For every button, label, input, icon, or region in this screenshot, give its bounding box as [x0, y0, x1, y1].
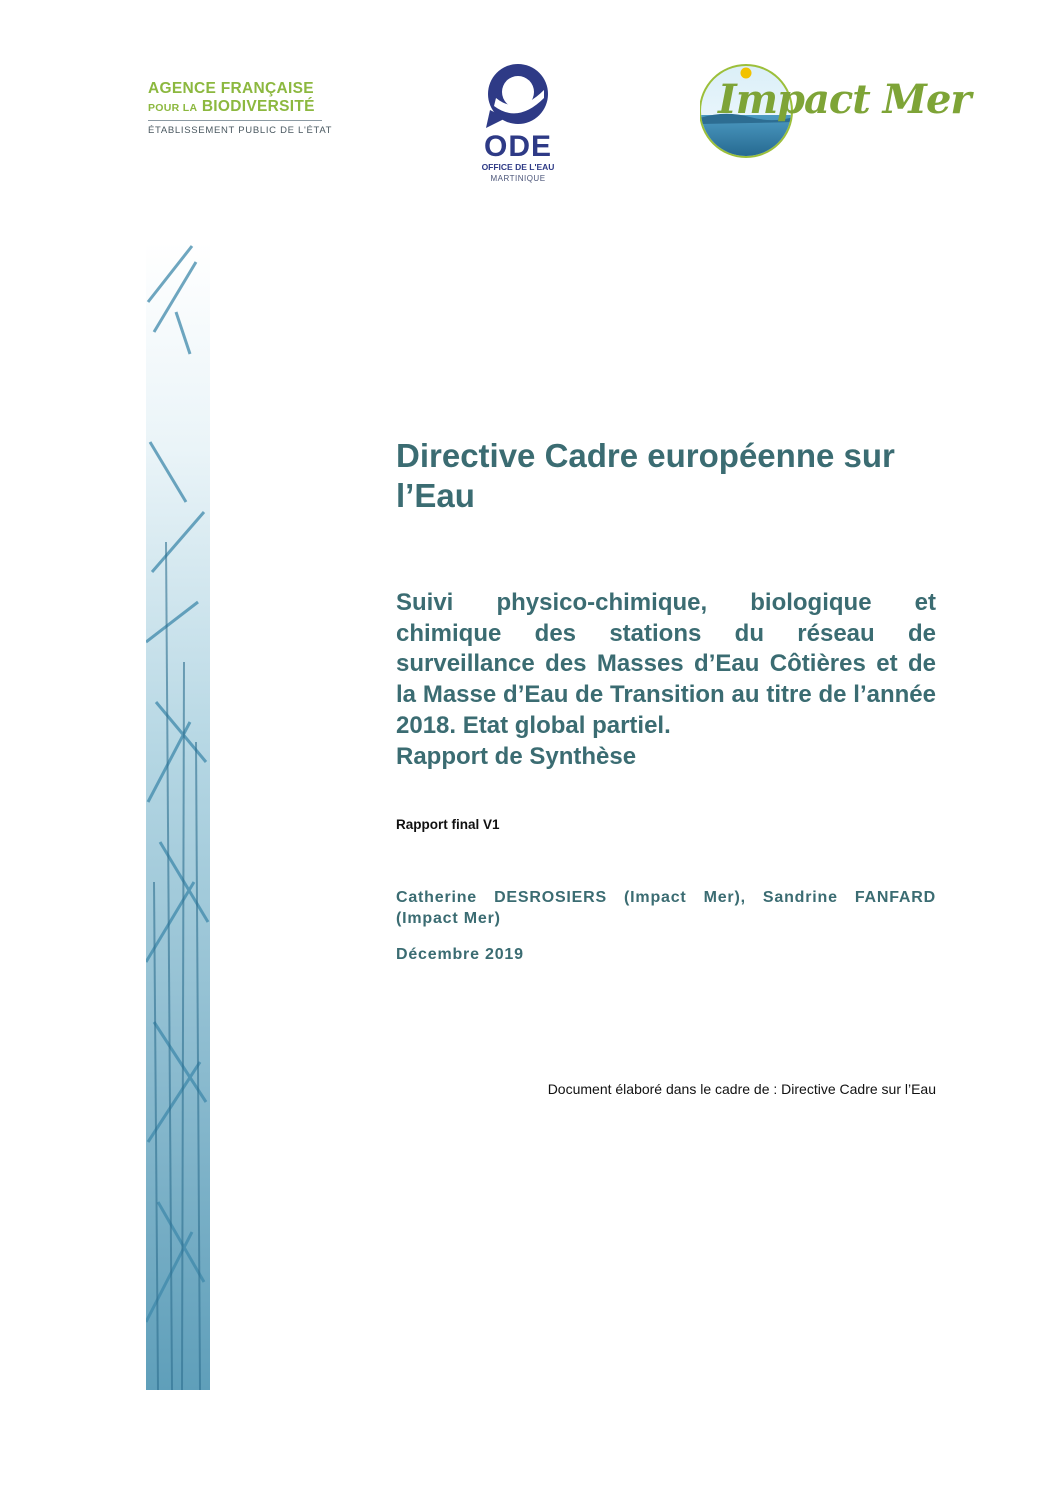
afb-logo-line2 [148, 98, 324, 117]
impact-mer-logo-text: Impact Mer [718, 76, 971, 123]
document-authors: Catherine DESROSIERS (Impact Mer), Sandrine FANFARD (Impact Mer) [396, 889, 936, 927]
document-subtitle-synthesis: Rapport de Synthèse [396, 743, 637, 770]
ode-logo [468, 62, 568, 184]
afb-logo-pour-la: POUR LA [148, 102, 198, 114]
report-version: Rapport final V1 [396, 817, 500, 832]
document-date: Décembre 2019 [396, 946, 524, 963]
ode-logo-word: ODE [483, 130, 552, 163]
afb-logo-biodiversite: BIODIVERSITÉ [201, 98, 315, 115]
afb-logo-line1: AGENCE FRANÇAISE [148, 80, 314, 97]
document-title: Directive Cadre européenne sur l’Eau [396, 437, 895, 514]
ode-speech-bubble-icon [484, 62, 552, 130]
afb-logo-line3: ÉTABLISSEMENT PUBLIC DE L'ÉTAT [148, 125, 333, 136]
decorative-grass-image [146, 242, 210, 1390]
afb-logo [148, 80, 333, 136]
impact-mer-logo [700, 60, 971, 162]
afb-logo-divider [148, 120, 322, 121]
document-subtitle: Suivi physico-chimique, biologique et chimique des stations du réseau de surveillance des Masses d’Eau Côtières et de la Masse d’Eau de Transition au titre de l’année 2018. Etat global partiel. [396, 589, 936, 739]
ode-logo-subtitle: OFFICE DE L'EAU [481, 162, 555, 172]
document-footer-note: Document élaboré dans le cadre de : Directive Cadre sur l’Eau [547, 1081, 936, 1097]
ode-logo-region: MARTINIQUE [490, 174, 546, 183]
